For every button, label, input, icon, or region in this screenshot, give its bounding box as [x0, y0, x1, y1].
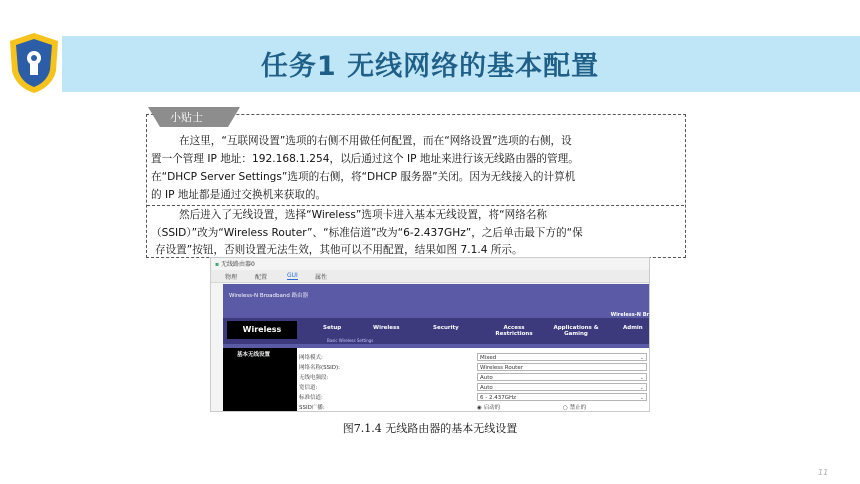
- tip-line-6: （SSID）”改为“Wireless Router”、“标准信道”改为“6-2.437GHz”，之后单击最下方的“保: [151, 227, 583, 239]
- figure-caption: 图7.1.4 无线路由器的基本无线设置: [342, 422, 518, 435]
- channel-select[interactable]: [477, 393, 647, 401]
- radio-unchecked-icon: ○: [563, 405, 568, 411]
- field-label-channel: 标准信道:: [299, 395, 323, 401]
- ssid-input[interactable]: [477, 363, 647, 371]
- nav-setup[interactable]: Setup: [323, 325, 342, 331]
- tab-config[interactable]: 配置: [255, 274, 268, 281]
- nav-security[interactable]: Security: [433, 325, 459, 331]
- nav-apps[interactable]: Applications & Gaming: [553, 325, 599, 337]
- chevron-down-icon: ⌄: [639, 395, 644, 401]
- mode-value: Mixed: [480, 355, 497, 361]
- nav-access[interactable]: Access Restrictions: [495, 325, 533, 337]
- chevron-down-icon: ⌄: [639, 375, 644, 381]
- band-select[interactable]: [477, 373, 647, 381]
- page-number: 11: [818, 468, 829, 477]
- section-label: Wireless: [227, 321, 297, 339]
- field-label-ssid: 网络名称(SSID):: [299, 365, 340, 371]
- banner-title: Wireless-N Broadband 路由器: [229, 293, 309, 299]
- tab-gui[interactable]: GUI: [287, 272, 298, 279]
- radio-label-enabled: 启动的: [483, 405, 501, 411]
- tip-line-5: 然后进入了无线设置，选择“Wireless”选项卡进入基本无线设置，将“网络名称: [179, 209, 548, 221]
- tab-physical[interactable]: 物理: [225, 274, 238, 281]
- tip-line-2: 置一个管理 IP 地址：192.168.1.254，以后通过这个 IP 地址来进行该无线路由器的管理。: [151, 153, 579, 165]
- nav-admin[interactable]: Admin: [623, 325, 643, 331]
- mode-select[interactable]: [477, 353, 647, 361]
- band-value: Auto: [480, 375, 493, 381]
- ssid-value: Wireless Router: [480, 365, 523, 371]
- router-screenshot: [210, 257, 650, 412]
- side-label: 基本无线设置: [237, 352, 271, 358]
- tip-line-4: 的 IP 地址都是通过交换机来获取的。: [151, 189, 327, 201]
- field-label-mode: 网络模式:: [299, 355, 323, 361]
- window-tabs: [211, 270, 649, 283]
- chevron-down-icon: ⌄: [639, 355, 644, 361]
- radio-checked-icon: ◉: [477, 405, 482, 411]
- tip-line-7: 存设置”按钮，否则设置无法生效，其他可以不用配置，结果如图 7.1.4 所示。: [155, 244, 523, 256]
- wide-channel-select[interactable]: [477, 383, 647, 391]
- tip-line-1: 在这里，“互联网设置”选项的右侧不用做任何配置，而在“网络设置”选项的右侧，设: [179, 135, 572, 147]
- tab-attributes[interactable]: 属性: [315, 274, 328, 281]
- radio-label-disabled: 禁止的: [569, 405, 587, 411]
- channel-value: 6 - 2.437GHz: [480, 395, 517, 401]
- model-tag: Wireless-N Br: [610, 312, 649, 318]
- tip-line-3: 在“DHCP Server Settings”选项的右侧，将“DHCP 服务器”关闭。因为无线接入的计算机: [151, 171, 576, 183]
- ssid-broadcast-enabled[interactable]: [477, 403, 500, 411]
- field-label-wide: 宽信道:: [299, 385, 318, 391]
- chevron-down-icon: ⌄: [639, 385, 644, 391]
- nav-wireless[interactable]: Wireless: [373, 325, 400, 331]
- router-icon: ▪: [215, 261, 220, 268]
- field-label-ssid-broadcast: SSID广播:: [299, 405, 325, 411]
- ssid-broadcast-disabled[interactable]: [563, 403, 586, 411]
- window-title-text: 无线路由器0: [221, 261, 255, 268]
- subnav-basic[interactable]: Basic Wireless Settings: [327, 338, 374, 343]
- tip-label: 小贴士: [170, 111, 203, 124]
- wide-value: Auto: [480, 385, 493, 391]
- window-title: [215, 259, 255, 268]
- page-title: 任务1 无线网络的基本配置: [260, 51, 600, 82]
- router-banner: [223, 284, 650, 348]
- field-label-band: 无线电频段:: [299, 375, 329, 381]
